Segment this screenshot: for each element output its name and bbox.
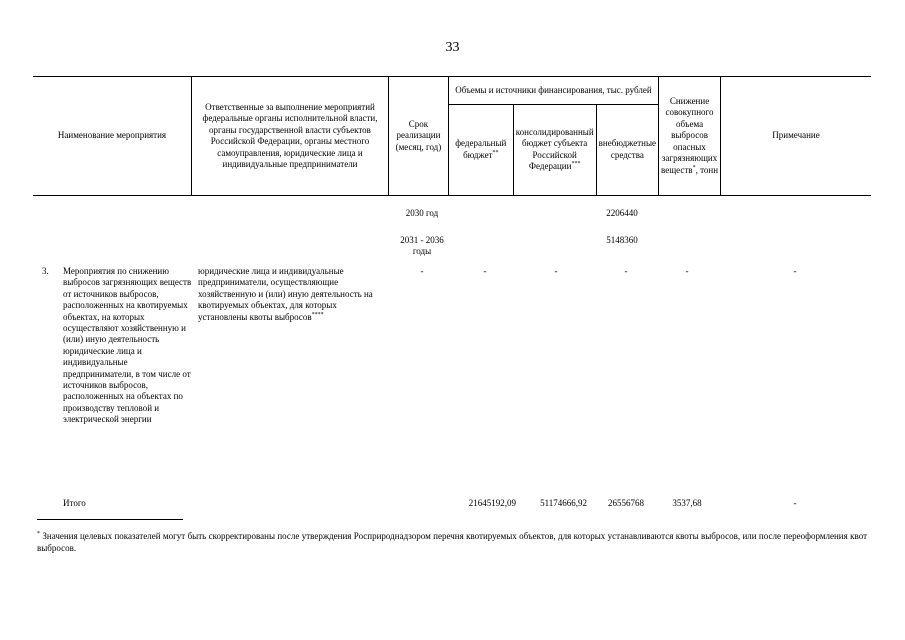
total-label: Итого (63, 498, 86, 508)
header-note: Примечание (721, 77, 872, 196)
footnote-text: Значения целевых показателей могут быть скорректированы после утверждения Росприроднадзором перечня квотируемых объектов, для которых устанавливаются квоты выбросов, или после переоформления квот выбросов. (37, 531, 868, 553)
row3-regional: - (554, 266, 558, 276)
total-offbudget: 26556768 (608, 498, 644, 508)
row3-responsible: юридические лица и индивидуальные предприниматели, осуществляющие хозяйственную и (или) иную деятельность на квотируемых объектах, для которых установлены квоты выбросов**** (198, 266, 373, 322)
row3-term: - (420, 266, 424, 276)
row3-note: - (793, 266, 797, 276)
header-term: Срок реализации (месяц, год) (389, 77, 449, 196)
total-reduction: 3537,68 (672, 498, 702, 508)
prev-row-offbudget-1: 2206440 (606, 208, 638, 218)
row3-number: 3. (42, 266, 49, 276)
header-responsible: Ответственные за выполнение мероприятий федеральные органы исполнительной власти, органы государственной власти субъектов Российской Федерации, органы местного самоуправления, юридические лица и индивидуальные предприниматели (191, 77, 388, 196)
header-reduction: Снижение совокупного объема выбросов опасных загрязняющих веществ*, тонн (659, 77, 721, 196)
header-financing: Объемы и источники финансирования, тыс. рублей (448, 77, 658, 105)
row3-name: Мероприятия по снижению выбросов загрязняющих веществ от источников выбросов, расположенных на квотируемых объектах, на которых осуществляют хозяйственную и (или) иную деятельность юридические лица и индивидуальные предприниматели, в том числе от источников выбросов, расположенных на объектах по производству тепловой и электрической энергии (63, 266, 192, 425)
prev-row-term-1: 2030 год (405, 208, 439, 218)
header-regional: консолидированный бюджет субъекта Российской Федерации*** (513, 104, 596, 195)
total-federal: 21645192,09 (468, 498, 516, 508)
header-federal: федеральный бюджет** (448, 104, 513, 195)
footnote-separator (37, 519, 183, 520)
page-number: 33 (445, 40, 460, 55)
row3-offbudget: - (624, 266, 628, 276)
header-offbudget: внебюджетные средства (596, 104, 658, 195)
total-note: - (793, 498, 797, 508)
footnote (37, 530, 867, 554)
table-header (33, 76, 871, 196)
prev-row-term-2: 2031 - 2036 годы (400, 235, 444, 257)
row3-reduction: - (685, 266, 689, 276)
total-regional: 51174666,92 (540, 498, 587, 508)
header-name: Наименование мероприятия (33, 77, 191, 196)
row3-federal: - (483, 266, 487, 276)
footnote-mark: * (37, 531, 40, 537)
prev-row-offbudget-2: 5148360 (606, 235, 638, 245)
